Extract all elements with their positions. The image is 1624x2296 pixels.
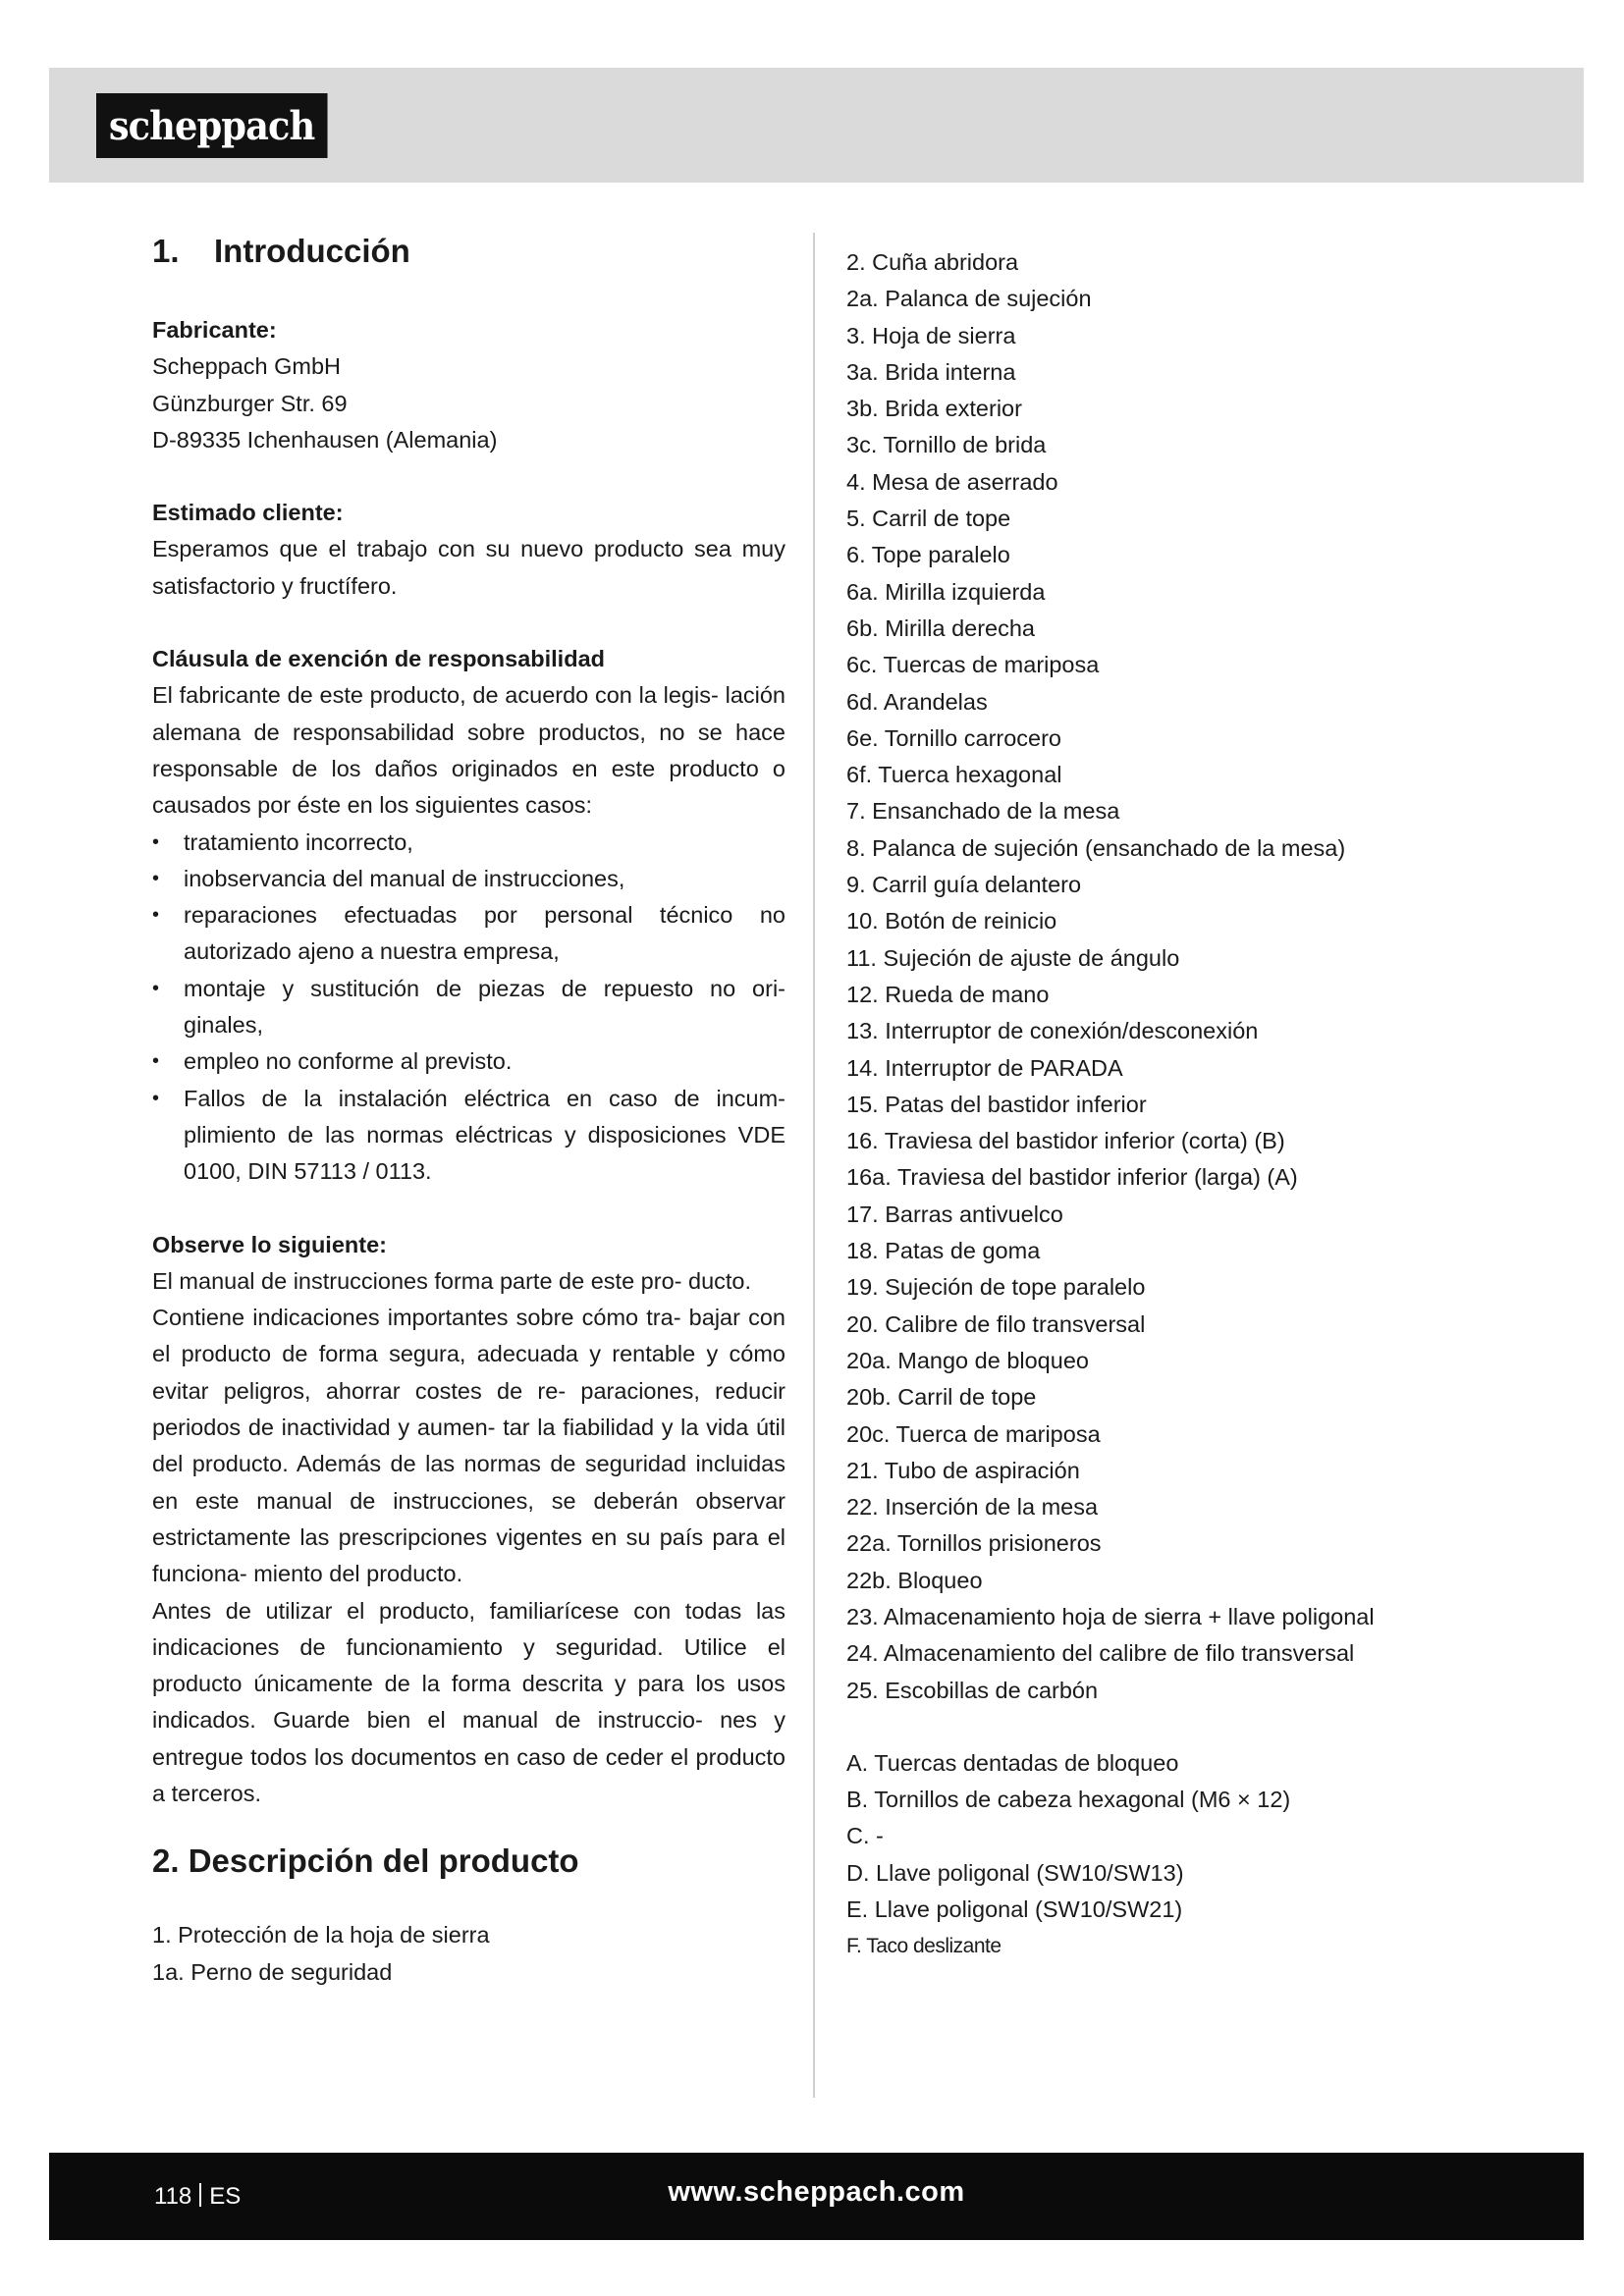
part-item: 7. Ensanchado de la mesa — [846, 798, 1120, 825]
part-item: 25. Escobillas de carbón — [846, 1677, 1099, 1703]
website-url: www.scheppach.com — [668, 2176, 965, 2208]
part-item: 20c. Tuerca de mariposa — [846, 1420, 1101, 1447]
customer-text: Esperamos que el trabajo con su nuevo producto sea muy satisfactorio y fructífero. — [152, 536, 785, 599]
page-number: 118 — [154, 2183, 192, 2210]
part-item: 22a. Tornillos prisioneros — [846, 1530, 1102, 1557]
note-paragraph: Contiene indicaciones importantes sobre cómo tra- bajar con el producto de forma segura, adecuada y rentable y cómo evitar peligros, ahorrar costes de re- paraciones, reducir periodos de inactividad y aumen- tar la fiabilidad y la vida útil del producto. Además de las normas de seguridad incluidas en este manual de instrucciones, se deberán observar estrictamente las prescripciones vigentes en su país para el funciona- miento del producto. — [152, 1305, 785, 1587]
right-column — [846, 244, 1534, 1965]
part-item: 10. Botón de reinicio — [846, 908, 1057, 934]
manufacturer-street: Günzburger Str. 69 — [152, 390, 348, 416]
part-item: 16a. Traviesa del bastidor inferior (larga) (A) — [846, 1164, 1298, 1191]
part-item: 19. Sujeción de tope paralelo — [846, 1274, 1146, 1301]
bullet-item: • inobservancia del manual de instrucciones, — [152, 861, 785, 897]
language-code: ES — [209, 2183, 242, 2210]
bullet-item: • tratamiento incorrecto, — [152, 825, 785, 861]
part-item: 17. Barras antivuelco — [846, 1201, 1063, 1227]
part-item: 24. Almacenamiento del calibre de filo transversal — [846, 1640, 1355, 1667]
part-item: 3b. Brida exterior — [846, 396, 1022, 422]
manufacturer-label: Fabricante: — [152, 317, 277, 343]
bullet-item: • reparaciones efectuadas por personal técnico no autorizado ajeno a nuestra empresa, — [152, 897, 785, 971]
footer-band — [49, 2153, 1584, 2240]
part-item: 23. Almacenamiento hoja de sierra + llave poligonal — [846, 1603, 1375, 1629]
disclaimer-bullet-list — [152, 825, 785, 1191]
note-paragraph: Antes de utilizar el producto, familiarícese con todas las indicaciones de funcionamiento y seguridad. Utilice el producto únicamente de la forma descrita y para los usos indicados. Guarde bien el manual de instruccio- nes y entregue todos los documentos en caso de ceder el producto a terceros. — [152, 1597, 785, 1806]
section-1-heading — [152, 232, 785, 271]
part-item: 22. Inserción de la mesa — [846, 1494, 1099, 1521]
parts-list-left — [152, 1917, 785, 1991]
part-item: 15. Patas del bastidor inferior — [846, 1091, 1147, 1117]
part-item: 6. Tope paralelo — [846, 542, 1010, 568]
part-item: 20a. Mango de bloqueo — [846, 1347, 1089, 1373]
scheppach-logo: scheppach — [96, 93, 327, 158]
note-label: Observe lo siguiente: — [152, 1231, 387, 1257]
manufacturer-city: D-89335 Ichenhausen (Alemania) — [152, 426, 498, 453]
note-paragraph: El manual de instrucciones forma parte de este pro- ducto. — [152, 1267, 752, 1294]
part-item: 3a. Brida interna — [846, 358, 1016, 385]
part-item: 14. Interruptor de PARADA — [846, 1054, 1123, 1081]
part-item: 8. Palanca de sujeción (ensanchado de la mesa) — [846, 834, 1346, 861]
part-item: 6c. Tuercas de mariposa — [846, 652, 1100, 678]
section-1-number: 1. — [152, 233, 180, 269]
part-item: 18. Patas de goma — [846, 1238, 1041, 1264]
customer-label: Estimado cliente: — [152, 500, 344, 526]
part-item: 6e. Tornillo carrocero — [846, 724, 1062, 751]
parts-list-right — [846, 244, 1534, 1709]
disclaimer-text: El fabricante de este producto, de acuerdo con la legis- lación alemana de responsabilidad sobre productos, no se hace responsable de los daños originados en este producto o causados por éste en los siguientes casos: — [152, 682, 785, 819]
accessory-item: C. - — [846, 1823, 884, 1849]
accessory-item: A. Tuercas dentadas de bloqueo — [846, 1749, 1179, 1776]
part-item: 4. Mesa de aserrado — [846, 468, 1058, 495]
part-item: 1a. Perno de seguridad — [152, 1958, 393, 1985]
left-column — [152, 232, 785, 1991]
part-item: 5. Carril de tope — [846, 506, 1011, 532]
accessory-item: F. Taco deslizante — [846, 1935, 1001, 1958]
part-item: 9. Carril guía delantero — [846, 872, 1082, 898]
column-divider — [813, 233, 815, 2098]
part-item: 6b. Mirilla derecha — [846, 614, 1036, 641]
accessory-item: E. Llave poligonal (SW10/SW21) — [846, 1896, 1183, 1923]
part-item: 13. Interruptor de conexión/desconexión — [846, 1018, 1259, 1044]
section-1-title: Introducción — [214, 233, 410, 269]
part-item: 11. Sujeción de ajuste de ángulo — [846, 944, 1180, 971]
header-band — [49, 68, 1584, 183]
accessory-item: B. Tornillos de cabeza hexagonal (M6 × 12) — [846, 1787, 1291, 1813]
part-item: 6f. Tuerca hexagonal — [846, 762, 1062, 788]
disclaimer-label: Cláusula de exención de responsabilidad — [152, 646, 605, 672]
part-item: 20. Calibre de filo transversal — [846, 1310, 1146, 1337]
part-item: 6a. Mirilla izquierda — [846, 578, 1046, 605]
part-item: 1. Protección de la hoja de sierra — [152, 1922, 490, 1949]
part-item: 2a. Palanca de sujeción — [846, 286, 1092, 312]
accessories-list — [846, 1745, 1534, 1965]
part-item: 16. Traviesa del bastidor inferior (corta) (B) — [846, 1128, 1285, 1154]
bullet-item: • Fallos de la instalación eléctrica en caso de incum- plimiento de las normas eléctricas y disposiciones VDE 0100, DIN 57113 / 0113. — [152, 1081, 785, 1191]
part-item: 2. Cuña abridora — [846, 249, 1019, 275]
manufacturer-name: Scheppach GmbH — [152, 353, 342, 380]
accessory-item: D. Llave poligonal (SW10/SW13) — [846, 1859, 1184, 1886]
part-item: 3c. Tornillo de brida — [846, 432, 1047, 458]
part-item: 22b. Bloqueo — [846, 1567, 983, 1593]
part-item: 6d. Arandelas — [846, 688, 988, 715]
section-2-heading: 2. Descripción del producto — [152, 1842, 579, 1880]
part-item: 21. Tubo de aspiración — [846, 1457, 1080, 1483]
part-item: 3. Hoja de sierra — [846, 322, 1016, 348]
part-item: 20b. Carril de tope — [846, 1384, 1037, 1411]
bullet-item: • empleo no conforme al previsto. — [152, 1043, 785, 1080]
part-item: 12. Rueda de mano — [846, 981, 1050, 1007]
bullet-item: • montaje y sustitución de piezas de repuesto no ori- ginales, — [152, 971, 785, 1044]
